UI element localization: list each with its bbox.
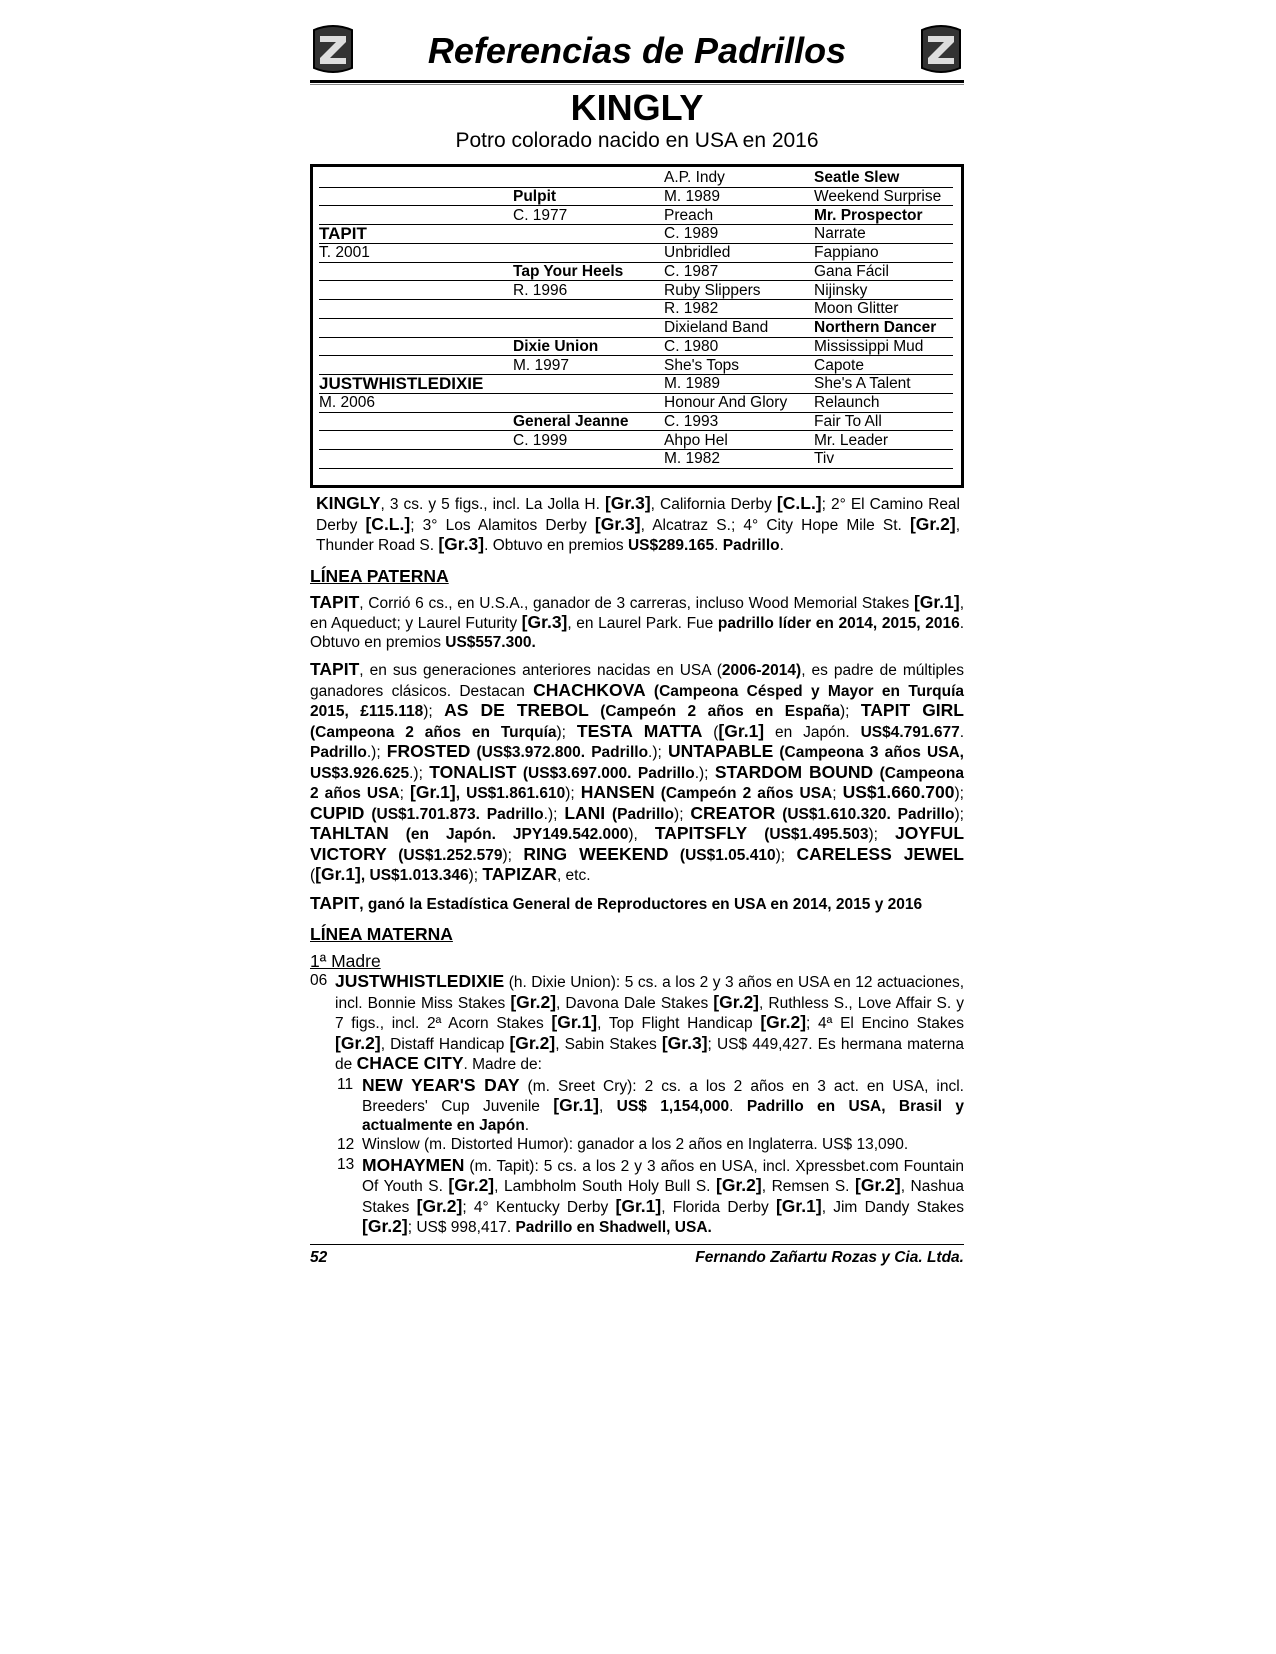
pedigree-grandparent: General Jeanne — [513, 412, 629, 430]
pedigree-great-grandparent-info: R. 1982 — [664, 300, 719, 318]
pedigree-g4-ancestor: Mr. Leader — [814, 431, 889, 449]
pedigree-great-grandparent: A.P. Indy — [664, 169, 725, 186]
produce-entry: 11 NEW YEAR'S DAY (m. Sreet Cry): 2 cs. a los 2 años en 3 act. en USA, incl. Breeders' Cup Juvenile [Gr.1], US$ 1,154,000. Padrillo en USA, Brasil y actualmente en Japón. — [337, 1074, 964, 1134]
horse-name: KINGLY — [570, 87, 704, 128]
pedigree-g4-ancestor: Relaunch — [814, 394, 880, 411]
company-logo-right — [918, 24, 964, 74]
paternal-paragraph-3: TAPIT, ganó la Estadística General de Reproductores en USA en 2014, 2015 y 2016 — [310, 892, 923, 913]
pedigree-great-grandparent-info: M. 1982 — [664, 450, 721, 468]
pedigree-great-grandparent-info: M. 1989 — [664, 375, 721, 393]
pedigree-g4-ancestor: Mr. Prospector — [814, 206, 923, 224]
pedigree-grandparent-info: M. 1997 — [513, 356, 570, 374]
pedigree-great-grandparent: Ruby Slippers — [664, 281, 761, 299]
pedigree-great-grandparent: Dixieland Band — [664, 319, 769, 336]
produce-entry: 13 MOHAYMEN (m. Tapit): 5 cs. a los 2 y 3 años en USA, incl. Xpressbet.com Fountain Of Youth S. [Gr.2], Lambholm South Holy Bull S. [Gr.2], Remsen S. [Gr.2], Nashua Stakes [Gr.2]; 4° Kentucky Derby [Gr.1], Florida Derby [Gr.1], Jim Dandy Stakes [Gr.2]; US$ 998,417. Padrillo en Shadwell, USA. — [337, 1154, 964, 1236]
pedigree-great-grandparent-info: C. 1989 — [664, 225, 719, 243]
race-record: KINGLY, 3 cs. y 5 figs., incl. La Jolla H. [Gr.3], California Derby [C.L.]; 2° El Camino Real Derby [C.L.]; 3° Los Alamitos Derby [Gr.3], Alcatraz S.; 4° City Hope Mile St. [Gr.2], Thunder Road S. [Gr.3]. Obtuvo en premios US$289.165. Padrillo. — [316, 493, 960, 554]
pedigree-g4-ancestor: Gana Fácil — [814, 262, 889, 280]
first-dam-heading: 1ª Madre — [310, 951, 381, 971]
pedigree-g4-ancestor: Fair To All — [814, 412, 882, 430]
pedigree-great-grandparent: Ahpo Hel — [664, 431, 728, 449]
pedigree-sire-info: T. 2001 — [319, 244, 370, 261]
pedigree-grandparent-info: R. 1996 — [513, 281, 568, 299]
pedigree-g4-ancestor: Tiv — [814, 450, 835, 468]
pedigree-grandparent-info: C. 1999 — [513, 431, 568, 449]
pedigree-great-grandparent: Honour And Glory — [664, 394, 788, 411]
horse-name-inline: KINGLY — [316, 493, 381, 513]
pedigree-great-grandparent-info: C. 1987 — [664, 262, 719, 280]
pedigree-grandparent: Dixie Union — [513, 337, 599, 355]
pedigree-g4-ancestor: Weekend Surprise — [814, 187, 942, 205]
paternal-paragraph-1: TAPIT, Corrió 6 cs., en U.S.A., ganador de 3 carreras, incluso Wood Memorial Stakes [Gr.1], en Aqueduct; y Laurel Futurity [Gr.3], en Laurel Park. Fue padrillo líder en 2014, 2015, 2016. Obtuvo en premios US$557.300. — [310, 591, 965, 651]
horse-description: Potro colorado nacido en USA en 2016 — [455, 129, 819, 152]
pedigree-g4-ancestor: Seatle Slew — [814, 169, 900, 186]
pedigree-great-grandparent: She's Tops — [664, 356, 740, 374]
pedigree-g4-ancestor: Northern Dancer — [814, 319, 937, 336]
page-header — [310, 22, 964, 82]
pedigree-dam-info: M. 2006 — [319, 394, 376, 411]
pedigree-table — [310, 164, 964, 488]
footer-company: Fernando Zañartu Rozas y Cia. Ltda. — [695, 1248, 964, 1266]
pedigree-g4-ancestor: Fappiano — [814, 244, 879, 261]
pedigree-g4-ancestor: Mississippi Mud — [814, 337, 924, 355]
pedigree-row-rule — [319, 449, 953, 450]
section-heading-paternal: LÍNEA PATERNA — [310, 565, 449, 586]
dam-entry: 06 JUSTWHISTLEDIXIE (h. Dixie Union): 5 cs. a los 2 y 3 años en USA en 12 actuaciones, incl. Bonnie Miss Stakes [Gr.2], Davona Dale Stakes [Gr.2], Ruthless S., Love Affair S. y 7 figs., incl. 2ª Acorn Stakes [Gr.1], Top Flight Handicap [Gr.2]; 4ª El Encino Stakes [Gr.2], Distaff Handicap [Gr.2], Sabin Stakes [Gr.3]; US$ 449,427. Es hermana materna de CHACE CITY. Madre de: — [310, 971, 965, 1073]
pedigree-grandparent: Tap Your Heels — [513, 262, 624, 280]
pedigree-grandparent-info: C. 1977 — [513, 206, 568, 224]
paternal-paragraph-2: TAPIT, en sus generaciones anteriores nacidas en USA (2006-2014), es padre de múltiples ganadores clásicos. Destacan CHACHKOVA (Campeona Césped y Mayor en Turquía 2015, £115.118); AS DE TREBOL (Campeón 2 años en España); TAPIT GIRL (Campeona 2 años en Turquía); TESTA MATTA ([Gr.1] en Japón. US$4.791.677. Padrillo.); FROSTED (US$3.972.800. Padrillo.); UNTAPABLE (Campeona 3 años USA, US$3.926.625.); TONALIST (US$3.697.000. Padrillo.); STARDOM BOUND (Campeona 2 años USA; [Gr.1], US$1.861.610); HANSEN (Campeón 2 años USA; US$1.660.700); CUPID (US$1.701.873. Padrillo.); LANI (Padrillo); CREATOR (US$1.610.320. Padrillo); TAHLTAN (en Japón. JPY149.542.000), TAPITSFLY (US$1.495.503); JOYFUL VICTORY (US$1.252.579); RING WEEKEND (US$1.05.410); CARELESS JEWEL ([Gr.1], US$1.013.346); TAPIZAR, etc. — [310, 659, 965, 884]
header-title: Referencias de Padrillos — [427, 30, 847, 71]
pedigree-great-grandparent: Preach — [664, 206, 714, 224]
section-heading-maternal: LÍNEA MATERNA — [310, 924, 453, 944]
page-number: 52 — [310, 1248, 328, 1266]
header-rule-thin — [310, 84, 964, 85]
pedigree-sire: TAPIT — [319, 224, 367, 244]
pedigree-g4-ancestor: Capote — [814, 356, 864, 374]
pedigree-great-grandparent-info: M. 1989 — [664, 187, 721, 205]
pedigree-great-grandparent: Unbridled — [664, 244, 731, 261]
document-page — [310, 22, 964, 1269]
header-rule — [310, 80, 964, 83]
pedigree-g4-ancestor: Nijinsky — [814, 281, 868, 299]
pedigree-row-rule — [319, 468, 953, 469]
pedigree-g4-ancestor: She's A Talent — [814, 375, 911, 393]
pedigree-great-grandparent-info: C. 1980 — [664, 337, 719, 355]
produce-entry: 12 Winslow (m. Distorted Humor): ganador a los 2 años en Inglaterra. US$ 13,090. — [337, 1136, 909, 1153]
page-footer — [310, 1245, 964, 1269]
pedigree-great-grandparent-info: C. 1993 — [664, 412, 719, 430]
pedigree-dam: JUSTWHISTLEDIXIE — [319, 374, 484, 394]
pedigree-g4-ancestor: Moon Glitter — [814, 300, 899, 318]
pedigree-g4-ancestor: Narrate — [814, 225, 866, 243]
pedigree-grandparent: Pulpit — [513, 187, 557, 205]
